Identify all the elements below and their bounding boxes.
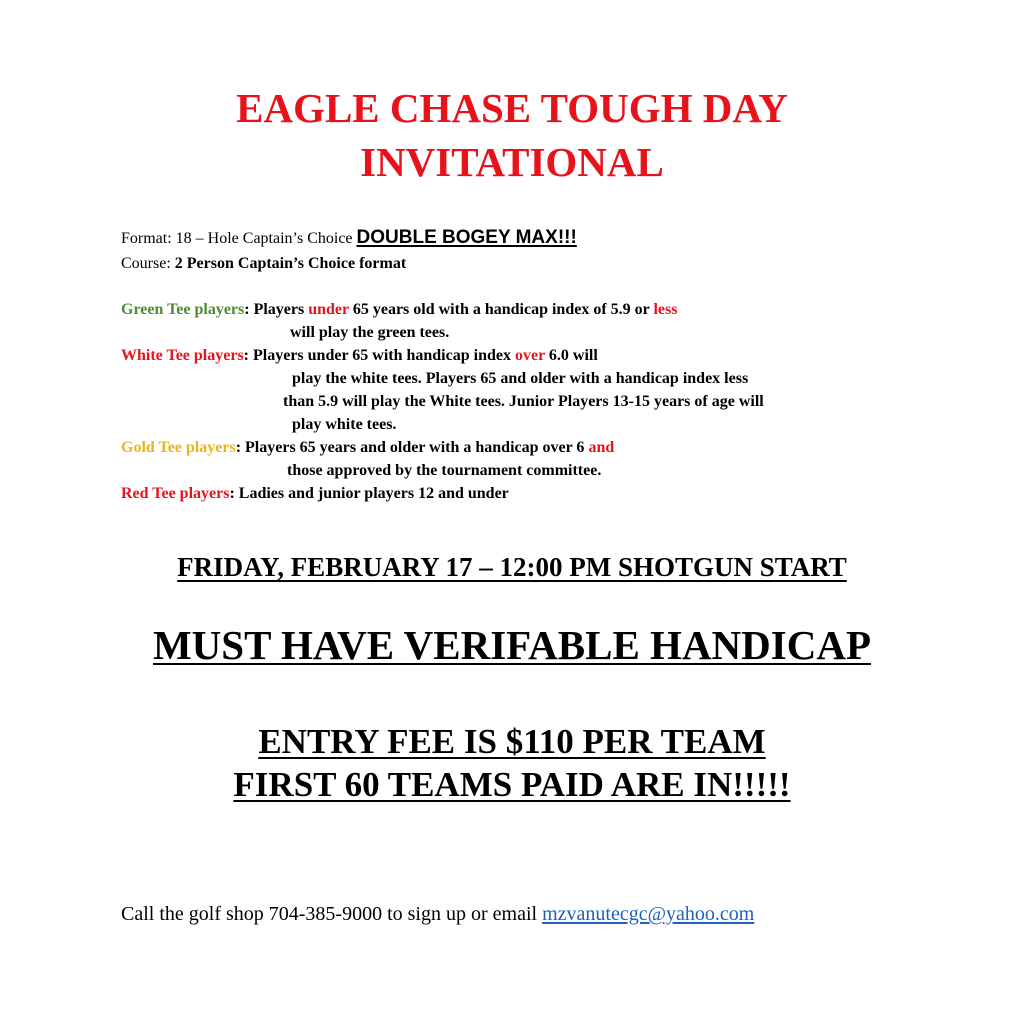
course-label: Course: [121, 255, 175, 272]
white-tee-text-c: 6.0 will [544, 347, 598, 364]
flyer-title-line-1: EAGLE CHASE TOUGH DAY [236, 85, 788, 131]
green-tee-text-a: : Players [244, 301, 309, 318]
entry-fee-line: ENTRY FEE IS $110 PER TEAM [258, 722, 766, 761]
white-tee-text-a: : Players under 65 with handicap index [243, 347, 515, 364]
red-tee-label: Red Tee players [121, 485, 230, 502]
gold-tee-label: Gold Tee players [121, 439, 236, 456]
handicap-requirement: MUST HAVE VERIFABLE HANDICAP [152, 622, 871, 668]
course-value: 2 Person Captain’s Choice format [174, 255, 407, 272]
course-line [121, 253, 406, 274]
flyer-title-line-2: INVITATIONAL [360, 139, 664, 185]
green-tee-line-2: will play the green tees. [290, 324, 450, 341]
white-tee-over: over [514, 347, 545, 364]
teams-limit-line: FIRST 60 TEAMS PAID ARE IN!!!!! [233, 765, 791, 804]
red-tee-text: : Ladies and junior players 12 and under [229, 485, 509, 502]
gold-tee-and: and [588, 439, 615, 456]
white-tee-line-1 [121, 345, 598, 366]
white-tee-line-4: play white tees. [292, 416, 397, 433]
white-tee-line-2: play the white tees. Players 65 and older with a handicap index less [292, 370, 749, 387]
gold-tee-line-2: those approved by the tournament committee. [287, 462, 602, 479]
green-tee-line-1 [121, 299, 677, 320]
contact-line [121, 901, 754, 927]
green-tee-under: under [308, 301, 349, 318]
format-label: Format: 18 – Hole Captain’s Choice [121, 230, 357, 247]
green-tee-less: less [653, 301, 678, 318]
gold-tee-text-a: : Players 65 years and older with a handicap over 6 [235, 439, 589, 456]
red-tee-line [121, 483, 509, 504]
white-tee-label: White Tee players [121, 347, 244, 364]
gold-tee-line-1 [121, 437, 614, 458]
green-tee-text-c: 65 years old with a handicap index of 5.9 or [348, 301, 654, 318]
double-bogey-max: DOUBLE BOGEY MAX!!! [356, 227, 577, 248]
email-link[interactable]: mzvanutecgc@yahoo.com [542, 903, 755, 925]
event-date-line: FRIDAY, FEBRUARY 17 – 12:00 PM SHOTGUN START [177, 552, 847, 582]
contact-text: Call the golf shop 704-385-9000 to sign up or email [121, 903, 543, 925]
white-tee-line-3: than 5.9 will play the White tees. Junior Players 13-15 years of age will [283, 393, 764, 410]
green-tee-label: Green Tee players [121, 301, 245, 318]
format-line [121, 227, 577, 249]
